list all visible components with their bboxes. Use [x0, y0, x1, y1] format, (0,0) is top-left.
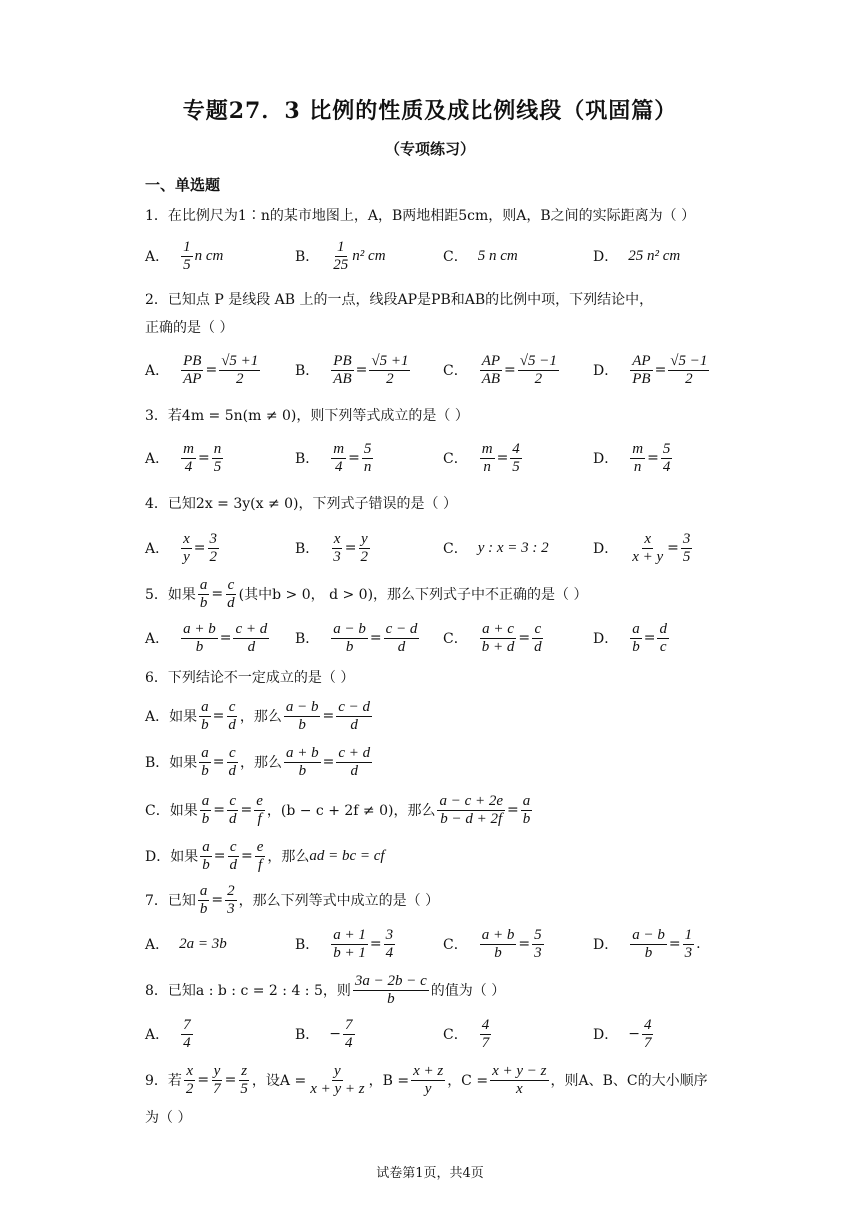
question-6-option-b: B．如果 $\frac{a}{b}$ = $\frac{c}{d}$ ，那么 $\frac{a + b}{b}$ = $\frac{c + d}{d}$ — [145, 744, 371, 779]
question-1-options — [145, 236, 765, 276]
option-d: D． $\frac{a - b}{b}$ = $\frac{1}{3}$ . — [593, 926, 701, 961]
option-a: A． $\frac{7}{4}$ — [145, 1016, 191, 1051]
option-c: C． $\frac{4}{7}$ — [443, 1016, 490, 1051]
option-c: C． 5 n cm — [443, 247, 518, 265]
question-5-options — [145, 618, 765, 658]
option-d: D． $\frac{x}{x + y}$ = $\frac{3}{5}$ — [593, 530, 691, 565]
option-d: D． − $\frac{4}{7}$ — [593, 1016, 652, 1051]
option-d: D． $\frac{m}{n}$ = $\frac{5}{4}$ — [593, 440, 671, 475]
option-a: A． $\frac{PB}{AP}$ = $\frac{√5 +1}{2}$ — [145, 352, 259, 387]
question-4-options — [145, 528, 765, 568]
option-c: C． $\frac{a + b}{b}$ = $\frac{5}{3}$ — [443, 926, 542, 961]
option-b: B． $\frac{a + 1}{b + 1}$ = $\frac{3}{4}$ — [295, 926, 394, 961]
option-b: B． $\frac{1}{25}$ n² cm — [295, 238, 386, 273]
section-heading: 一、单选题 — [145, 176, 221, 194]
option-d: D． $\frac{AP}{PB}$ = $\frac{√5 -1}{2}$ — [593, 352, 708, 387]
option-c: C． $\frac{a + c}{b + d}$ = $\frac{c}{d}$ — [443, 620, 542, 655]
option-d: D． 25 n² cm — [593, 247, 681, 265]
option-d: D． $\frac{a}{b}$ = $\frac{d}{c}$ — [593, 620, 667, 655]
option-a: A． $\frac{a + b}{b}$ = $\frac{c + d}{d}$ — [145, 620, 268, 655]
question-2-stem-line2: 正确的是（ ） — [145, 320, 234, 336]
page-subtitle: （专项练习） — [384, 140, 475, 158]
question-2-stem-line1: 2．已知点 P 是线段 AB 上的一点，线段AP是PB和AB的比例中项，下列结论中， — [145, 292, 654, 308]
question-6-stem: 6．下列结论不一定成立的是（ ） — [145, 670, 355, 686]
question-7-options — [145, 924, 765, 964]
question-5-stem: 5．如果 $\frac{a}{b}$ = $\frac{c}{d}$ (其中b > 0， d > 0)，那么下列式子中不正确的是（ ） — [145, 576, 588, 611]
option-c: C． $\frac{m}{n}$ = $\frac{4}{5}$ — [443, 440, 520, 475]
option-c: C． y : x = 3 : 2 — [443, 539, 549, 557]
question-6-option-a: A．如果 $\frac{a}{b}$ = $\frac{c}{d}$ ，那么 $\frac{a - b}{b}$ = $\frac{c - d}{d}$ — [145, 698, 370, 733]
question-8-stem: 8．已知a : b : c = 2 : 4 : 5，则 $\frac{3a - 2b - c}{b}$ 的值为（ ） — [145, 972, 506, 1007]
question-4-stem: 4．已知2x = 3y(x ≠ 0)，下列式子错误的是（ ） — [145, 496, 457, 512]
option-b: B． $\frac{a - b}{b}$ = $\frac{c - d}{d}$ — [295, 620, 418, 655]
question-6-option-d: D．如果 $\frac{a}{b}$ = $\frac{c}{d}$ = $\frac{e}{f}$ ，那么 ad = bc = cf — [145, 838, 385, 873]
question-6-option-c: C．如果 $\frac{a}{b}$ = $\frac{c}{d}$ = $\frac{e}{f}$ ，(b − c + 2f ≠ 0)，那么 $\frac{a - c + 2e}{b - d + 2f}$ = $\frac{a}{b}$ — [145, 792, 531, 827]
question-1-stem: 1．在比例尺为1∶n的某市地图上，A，B两地相距5cm，则A，B之间的实际距离为（ ） — [145, 208, 696, 224]
option-c: C． $\frac{AP}{AB}$ = $\frac{√5 -1}{2}$ — [443, 352, 557, 387]
question-8-options — [145, 1014, 765, 1054]
question-3-options — [145, 438, 765, 478]
option-a: A． $\frac{m}{4}$ = $\frac{n}{5}$ — [145, 440, 222, 475]
question-9-stem: 9．若 $\frac{x}{2}$ = $\frac{y}{7}$ = $\frac{z}{5}$ ，设A = $\frac{y}{x + y + z}$ ，B = $\frac{x + z}{y}$ ，C = $\frac{x + y - z}{x}$ ，则A、B、C的大小顺序 — [145, 1062, 708, 1097]
option-a: A． $\frac{1}{5}$ n cm — [145, 238, 224, 273]
page-footer: 试卷第1页，共4页 — [376, 1166, 484, 1181]
option-a: A． $\frac{x}{y}$ = $\frac{3}{2}$ — [145, 530, 218, 565]
question-7-stem: 7．已知 $\frac{a}{b}$ = $\frac{2}{3}$ ，那么下列等式中成立的是（ ） — [145, 882, 440, 917]
question-9-stem-line2: 为（ ） — [145, 1110, 192, 1126]
option-b: B． − $\frac{7}{4}$ — [295, 1016, 353, 1051]
option-b: B． $\frac{m}{4}$ = $\frac{5}{n}$ — [295, 440, 372, 475]
page-title: 专题27．3 比例的性质及成比例线段（巩固篇） — [182, 98, 678, 124]
option-b: B． $\frac{x}{3}$ = $\frac{y}{2}$ — [295, 530, 369, 565]
question-2-options — [145, 350, 765, 390]
option-a: A． 2a = 3b — [145, 935, 227, 953]
option-b: B． $\frac{PB}{AB}$ = $\frac{√5 +1}{2}$ — [295, 352, 409, 387]
question-3-stem: 3．若4m = 5n(m ≠ 0)，则下列等式成立的是（ ） — [145, 408, 469, 424]
